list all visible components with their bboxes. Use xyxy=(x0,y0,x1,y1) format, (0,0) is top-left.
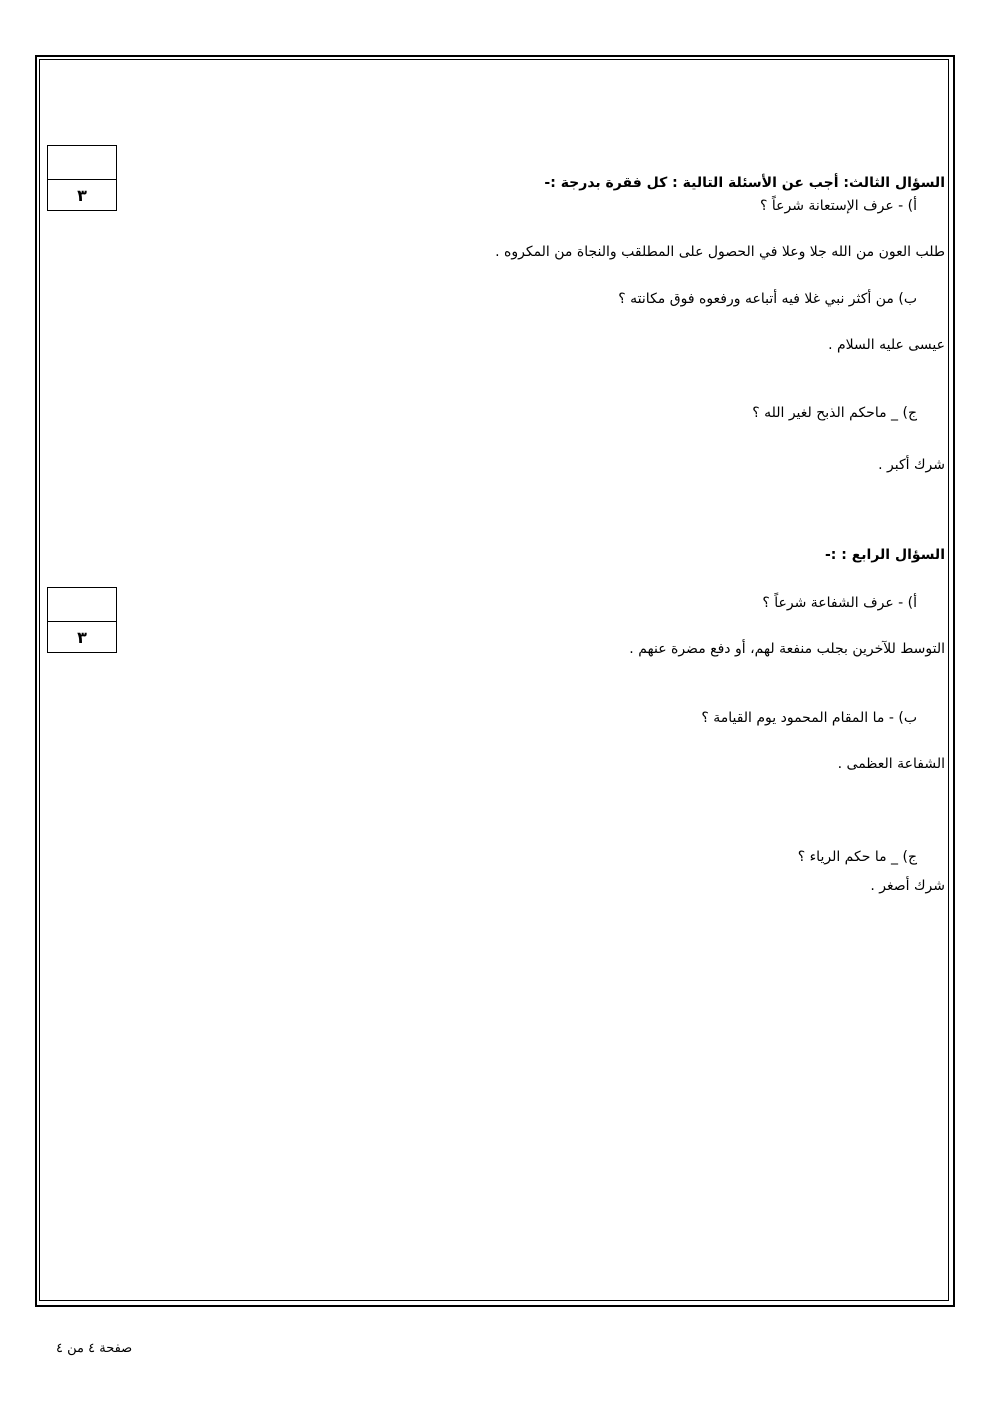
question-3-title: السؤال الثالث: أجب عن الأسئلة التالية : كل فقرة بدرجة :- xyxy=(544,175,945,191)
score-box-blank xyxy=(48,146,116,180)
answer-4c: شرك أصغر . xyxy=(870,878,945,894)
answer-4a: التوسط للآخرين بجلب منفعة لهم، أو دفع مضرة عنهم . xyxy=(629,641,945,657)
answer-3c: شرك أكبر . xyxy=(878,457,945,473)
score-box-value: ٣ xyxy=(77,186,87,205)
score-box-q3 xyxy=(47,145,117,211)
question-3c: ج) _ ماحكم الذبح لغير الله ؟ xyxy=(752,405,917,421)
score-box-value: ٣ xyxy=(77,628,87,647)
page-number: صفحة ٤ من ٤ xyxy=(56,1341,133,1356)
question-3a: أ) - عرف الإستعانة شرعاً ؟ xyxy=(759,198,917,214)
question-3b: ب) من أكثر نبي غلا فيه أتباعه ورفعوه فوق مكانته ؟ xyxy=(618,291,917,307)
score-box-blank xyxy=(48,588,116,622)
answer-3a: طلب العون من الله جلا وعلا في الحصول على المطلقب والنجاة من المكروه . xyxy=(495,244,945,260)
question-4c: ج) _ ما حكم الرياء ؟ xyxy=(797,849,917,865)
answer-3b: عيسى عليه السلام . xyxy=(828,337,945,353)
score-box-q4 xyxy=(47,587,117,653)
answer-4b: الشفاعة العظمى . xyxy=(837,756,945,772)
question-4-title: السؤال الرابع : :- xyxy=(824,547,945,563)
question-4a: أ) - عرف الشفاعة شرعاً ؟ xyxy=(762,595,917,611)
question-4b: ب) - ما المقام المحمود يوم القيامة ؟ xyxy=(701,710,917,726)
